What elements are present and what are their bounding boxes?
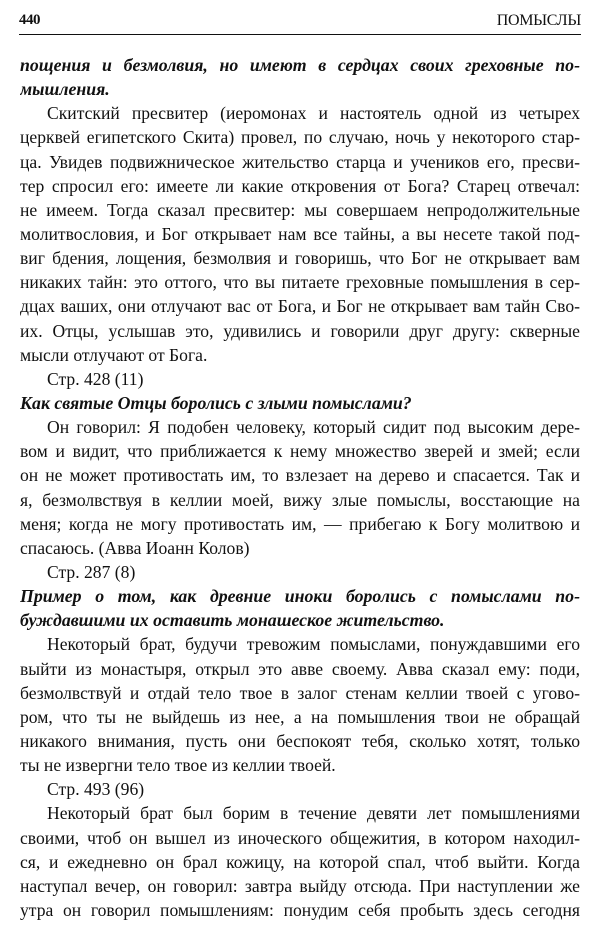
source-reference <box>20 560 580 584</box>
text-line: Скитский пресвитер (иеромонах и настоятель одной из четырех <box>47 103 580 124</box>
text-line: своими, чтоб он вышел из иноческого общежития, в котором находил- <box>20 827 580 848</box>
heading-line: буждавшими их оставить монашеское жительство. <box>20 610 445 631</box>
section-heading <box>20 584 580 632</box>
text-line: ся, и ежедневно он брал кожицу, на которой спал, чтоб выйти. Когда <box>20 851 580 872</box>
text-line: спасаюсь. (Авва Иоанн Колов) <box>20 537 250 558</box>
text-line: ты не извергни тело твое из келлии твоей. <box>20 755 336 776</box>
running-header <box>19 8 581 35</box>
text-line: дцах ваших, они отлучают вас от Бога, и Бог не открывает вам тайн Сво- <box>20 296 580 317</box>
reference-text: Стр. 287 (8) <box>47 561 136 582</box>
text-line: никаких тайн: это оттого, что вы питаете греховные помышления в сер- <box>20 272 580 293</box>
text-line: их. Отцы, услышав это, удивились и говорили друг другу: скверные <box>20 320 580 341</box>
paragraph <box>20 801 580 922</box>
text-line: Он говорил: Я подобен человеку, который сидит под высоким дере- <box>47 417 580 438</box>
text-line: наступал вечер, он говорил: завтра выйду отсюда. При наступлении же <box>20 875 580 896</box>
heading-line: пощения и безмолвия, но имеют в сердцах своих греховные по- <box>20 55 580 75</box>
reference-text: Стр. 428 (11) <box>47 368 144 389</box>
source-reference <box>20 367 580 391</box>
running-title: ПОМЫСЛЫ <box>496 12 581 29</box>
text-line: никакого внимания, пусть они беспокоят тебя, сколько хотят, только <box>20 730 580 751</box>
section-heading <box>20 391 580 415</box>
text-line: ца. Увидев подвижническое жительство старца и учеников его, пресви- <box>20 151 580 172</box>
text-line: безмолвствуй и отдай тело твое в залог стенам келлии твоей с угово- <box>20 682 580 703</box>
reference-text: Стр. 493 (96) <box>47 779 145 800</box>
text-line: Некоторый брат, будучи тревожим помыслами, понуждавшими его <box>47 634 580 655</box>
paragraph <box>20 101 580 367</box>
page-body <box>20 53 580 922</box>
text-line: тер спросил его: имеете ли какие откровения от Бога? Старец отвечал: <box>20 175 580 196</box>
text-line: не имеем. Тогда сказал пресвитер: мы совершаем непродолжительные <box>20 199 580 220</box>
text-line: мысли отлучают от Бога. <box>20 344 208 365</box>
paragraph <box>20 415 580 560</box>
text-line: ром, что ты не выйдешь из нее, а на помышления твои не обращай <box>20 706 580 727</box>
text-line: молитвословия, и Бог открывает нам все тайны, а вы несете такой под- <box>20 223 580 244</box>
text-line: он не может противостать им, то взлезает на дерево и спасается. Так и <box>20 465 580 486</box>
heading-line: мышления. <box>20 79 110 100</box>
text-line: утра он говорил помышлениям: понудим себя пробыть здесь сегодня <box>20 899 580 920</box>
text-line: виг бдения, лощения, безмолвия и говоришь, что Бог не открывает вам <box>20 248 580 269</box>
text-line: церквей египетского Скита) провел, по случаю, ночь у некоторого стар- <box>20 127 580 148</box>
text-line: Некоторый брат был борим в течение девяти лет помышлениями <box>47 803 580 824</box>
text-line: меня; когда не могу противостать им, — прибегаю к Богу молитвою и <box>20 513 580 534</box>
paragraph <box>20 632 580 777</box>
heading-line: Пример о том, как древние иноки боролись с помыслами по- <box>20 586 580 607</box>
text-line: выйти из монастыря, открыл это авве своему. Авва сказал ему: поди, <box>20 658 580 679</box>
heading-line: Как святые Отцы боролись с злыми помыслами? <box>20 392 412 413</box>
text-line: я, безмолвствуя в келлии моей, вижу злые помыслы, восстающие на <box>20 489 580 510</box>
text-line: вом и видит, что приближается к нему множество зверей и змей; если <box>20 441 580 462</box>
section-heading <box>20 53 580 101</box>
page-number: 440 <box>19 12 40 28</box>
source-reference <box>20 777 580 801</box>
